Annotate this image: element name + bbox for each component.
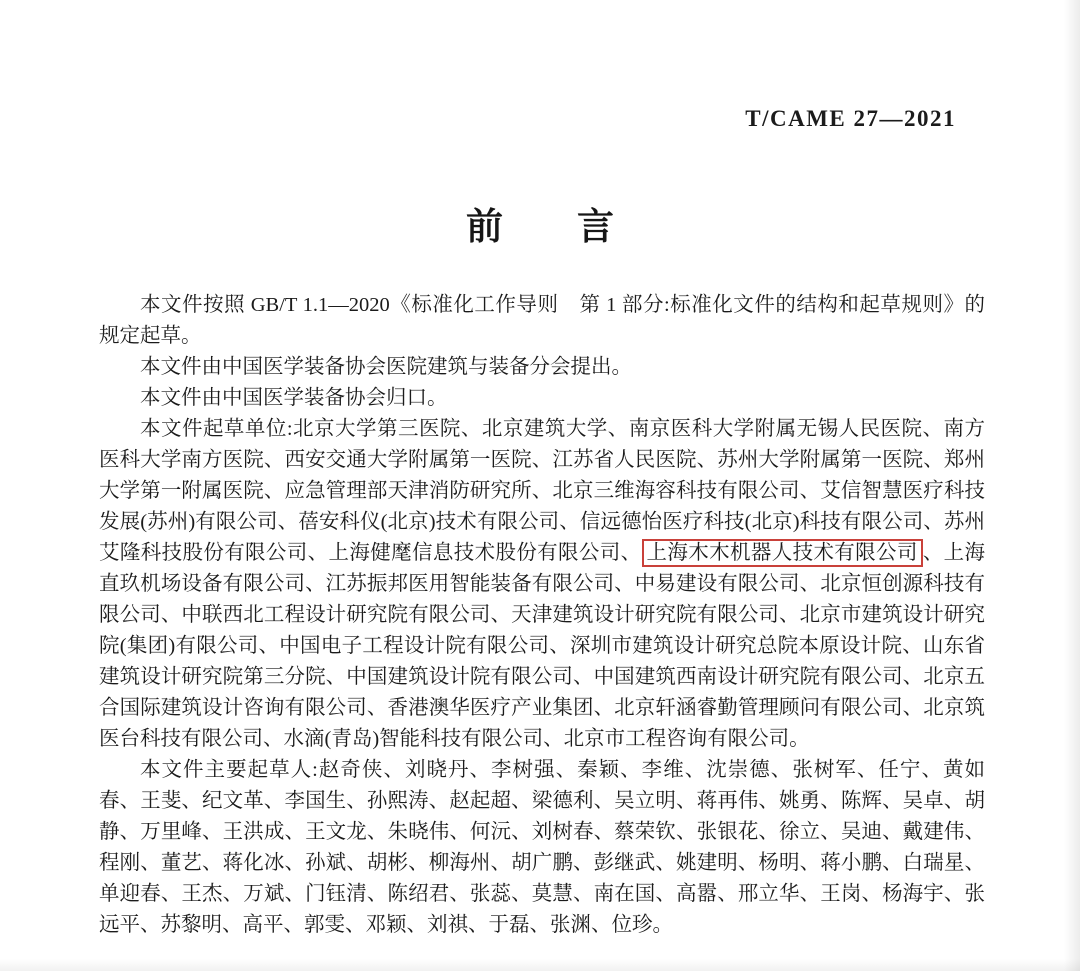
scan-edge-bottom: [0, 959, 1080, 971]
scan-edge-right: [1064, 0, 1080, 971]
drafting-units-before: 本文件起草单位:北京大学第三医院、北京建筑大学、南京医科大学附属无锡人民医院、南方医科大学南方医院、西安交通大学附属第一医院、江苏省人民医院、苏州大学附属第一医院、郑州大学第一附属医院、应急管理部天津消防研究所、北京三维海容科技有限公司、艾信智慧医疗科技发展(苏州)有限公司、蓓安科仪(北京)技术有限公司、信远德怡医疗科技(北京)科技有限公司、苏州艾隆科技股份有限公司、上海健麾信息技术股份有限公司、: [99, 418, 985, 564]
page-title: 前 言: [466, 206, 614, 247]
paragraph-drafting-units: [99, 414, 985, 755]
paragraph-main-drafters: 本文件主要起草人:赵奇侠、刘晓丹、李树强、秦颖、李维、沈崇德、张树军、任宁、黄如春、王斐、纪文革、李国生、孙熙涛、赵起超、梁德利、吴立明、蒋再伟、姚勇、陈辉、吴卓、胡静、万里峰、王洪成、王文龙、朱晓伟、何沅、刘树春、蔡荣钦、张银花、徐立、吴迪、戴建伟、程刚、董艺、蒋化冰、孙斌、胡彬、柳海州、胡广鹏、彭继武、姚建明、杨明、蒋小鹏、白瑞星、单迎春、王杰、万斌、门钰清、陈绍君、张蕊、莫慧、南在国、高嚣、邢立华、王岗、杨海宇、张远平、苏黎明、高平、郭雯、邓颖、刘祺、于磊、张渊、位珍。: [99, 759, 985, 936]
foreword-body: [99, 290, 985, 941]
drafting-units-after: 、上海直玖机场设备有限公司、江苏振邦医用智能装备有限公司、中易建设有限公司、北京恒创源科技有限公司、中联西北工程设计研究院有限公司、天津建筑设计研究院有限公司、北京市建筑设计研究院(集团)有限公司、中国电子工程设计院有限公司、深圳市建筑设计研究总院本原设计院、山东省建筑设计研究院第三分院、中国建筑设计院有限公司、中国建筑西南设计研究院有限公司、北京五合国际建筑设计咨询有限公司、香港澳华医疗产业集团、北京轩涵睿勤管理顾问有限公司、北京筑医台科技有限公司、水滴(青岛)智能科技有限公司、北京市工程咨询有限公司。: [99, 542, 986, 750]
highlighted-company-box: 上海木木机器人技术有限公司: [642, 539, 923, 567]
paragraph-drafting-basis: 本文件按照 GB/T 1.1—2020《标准化工作导则 第 1 部分:标准化文件的结构和起草规则》的规定起草。: [99, 294, 985, 347]
paragraph-centralized-by: 本文件由中国医学装备协会归口。: [140, 387, 448, 409]
standard-code: T/CAME 27—2021: [745, 106, 956, 131]
paragraph-proposed-by: 本文件由中国医学装备协会医院建筑与装备分会提出。: [140, 356, 632, 378]
